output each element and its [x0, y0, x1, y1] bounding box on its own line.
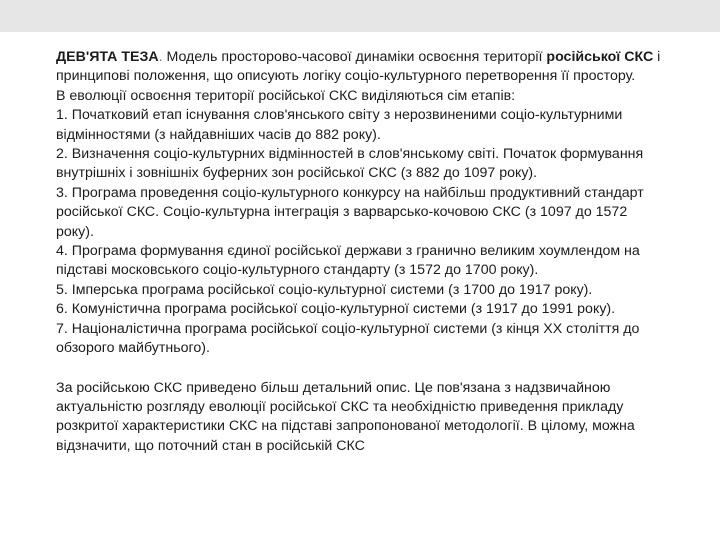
stage-item: 7. Націоналістична програма російської соціо-культурної системи (з кінця XX століття до обзорого майбутнього). — [56, 320, 640, 357]
stage-item: 3. Програма проведення соціо-культурного конкурсу на найбільш продуктивний стандарт російської СКС. Соціо-культурна інтеграція з варварсько-кочовою СКС (з 1097 до 1572 року). — [56, 184, 644, 240]
slide-top-band — [0, 0, 720, 32]
thesis-number: ДЕВ'ЯТА ТЕЗА — [56, 49, 159, 65]
thesis-emphasis: російської СКС — [546, 49, 654, 65]
stage-item: 2. Визначення соціо-культурних відмінностей в слов'янському світі. Початок формування внутрішніх і зовнішніх буферних зон російської СКС (з 882 до 1097 року). — [56, 146, 644, 182]
thesis-heading — [56, 48, 668, 87]
slide-text-body — [56, 48, 668, 456]
closing-paragraph: За російською СКС приведено більш детальний опис. Це пов'язана з надзвичайною актуальністю розгляду еволюції російської СКС та необхідністю приведення прикладу розкритої характеристики СКС на підставі запропонованої методології. В цілому, можна відзначити, що поточний стан в російській СКС — [56, 379, 635, 454]
thesis-dot: . — [158, 49, 163, 65]
thesis-text-part2: і принципові положення, що описують логіку соціо-культурного перетворення її простору. — [56, 49, 661, 85]
stage-item: 6. Комуністична програма російської соціо-культурної системи (з 1917 до 1991 року). — [56, 301, 616, 318]
stages-intro: В еволюції освоєння території російської СКС виділяються сім етапів: — [56, 87, 516, 104]
stages-list — [56, 106, 668, 358]
stage-item: 5. Імперська програма російської соціо-культурної системи (з 1700 до 1917 року). — [56, 281, 593, 298]
stage-item: 4. Програма формування єдиної російської держави з гранично великим хоумлендом на підставі московського соціо-культурного стандарту (з 1572 до 1700 року). — [56, 243, 640, 279]
stage-item: 1. Початковий етап існування слов'янського світу з нерозвиненими соціо-культурними відмінностями (з найдавніших часів до 882 року). — [56, 107, 623, 143]
thesis-text-part1: Модель просторово-часової динаміки освоєння території — [162, 49, 547, 65]
